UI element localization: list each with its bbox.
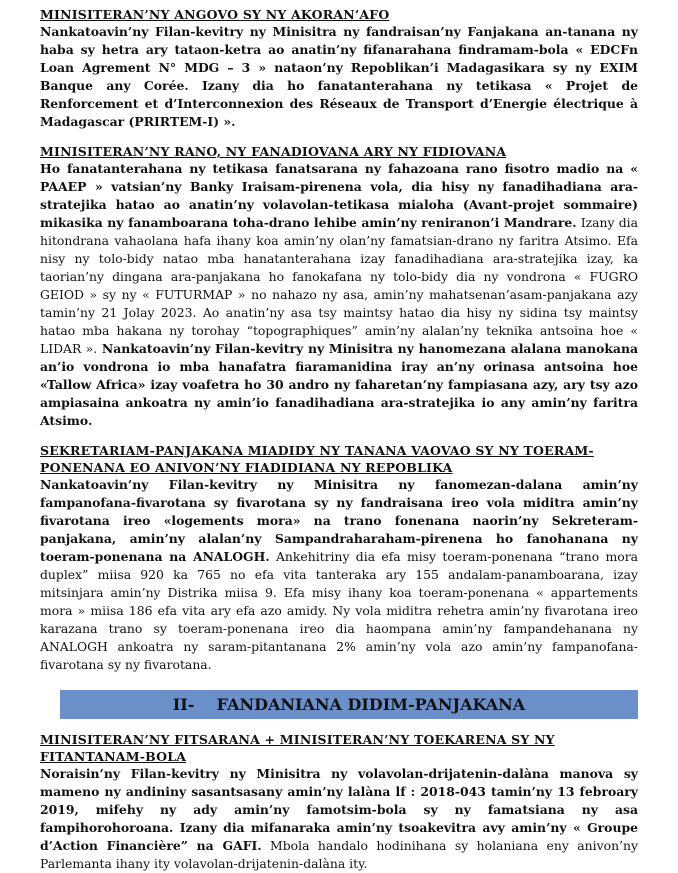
water-bold-1: Ho fanatanterahana ny tetikasa fanatsarana ny fahazoana rano fisotro madio na « PAAEP » vatsian’ny Banky Iraisam-pirenena vola, dia hisy ny fanadihadiana ara-stratejika hatao ao anatin’ny volavolan-tetikasa mialoha (Avant-projet sommaire) mikasika ny fanamboarana toha-drano lehibe amin’ny reniranon’i Mandrare. (40, 161, 638, 230)
section-body-energy: Nankatoavin’ny Filan-kevitry ny Minisitra ny fandraisan’ny Fanjakana an-tanana ny haba sy hetra ary tataon-ketra ao anatin’ny fifanarahana findramam-bola « EDCFn Loan Agrement N° MDG – 3 » nataon’ny Repoblikan’i Madagasikara sy ny EXIM Banque any Corée. Izany dia ho fanatanterahana ny tetikasa « Projet de Renforcement et d’Interconnexion des Réseaux de Transport d’Energie électrique à Madagascar (PRIRTEM-I) ». (40, 24, 638, 129)
section-title-water: MINISITERAN’NY RANO, NY FANADIOVANA ARY NY FIDIOVANA (40, 144, 507, 159)
section-title-justice-finance: MINISITERAN’NY FITSARANA + MINISITERAN’NY TOEKARENA SY NY FITANTANAM-BOLA (40, 732, 555, 764)
water-bold-2: Nankatoavin’ny Filan-kevitry ny Minisitra ny hanomezana alalana manokana an’io vondrona io mba hanafatra fiaramanidina iray an’ny orinasa antsoina hoe «Tallow Africa» izay voafetra ho 30 andro ny faharetan’ny fampiasana azy, ary tsy azo ampiasaina ankoatra ny amin’io fanadihadiana ara-stratejika io any amin’ny faritra Atsimo. (40, 341, 638, 428)
section-banner (60, 690, 638, 719)
water-normal-1: Izany dia hitondrana vahaolana hafa ihany koa amin’ny olan’ny famatsian-drano ny faritra Atsimo. Efa nisy ny tolo-bidy natao mba hanatanterahana izay fanadihadiana ara-stratejika izay, ka taorian’ny dingana ara-panjakana ho fanokafana ny tolo-bidy dia ny vondrona « FUGRO GEIOD » sy ny « FUTURMAP » no nahazo ny asa, amin’ny mahatsenan’asam-panjakana azy tamin’ny 21 Jolay 2023. Ao anatin’ny asa tsy maintsy hatao dia hisy ny sidina tsy maintsy hatao mba hakana ny torohay “topographiques” amin’ny alalan’ny teknika antsoina hoe « LIDAR ». (40, 215, 639, 356)
section-title-energy: MINISITERAN’NY ANGOVO SY NY AKORAN’AFO (40, 7, 390, 22)
justice-bold-1: Noraisin’ny Filan-kevitry ny Minisitra ny volavolan-drijatenin-dalàna manova sy mameno ny andininy sasantsasany amin’ny lalàna lf : 2018-043 tamin’ny 13 febroary 2019, mifehy ny ady amin’ny famotsim-bola sy ny famatsiana ny asa fampihorohoroana. Izany dia mifanaraka amin’ny tsoakevitra avy amin’ny « Groupe d’Action Financière” na GAFI. (40, 766, 638, 853)
banner-number: II- (172, 695, 195, 714)
document-page (40, 6, 638, 873)
housing-bold-1: Nankatoavin’ny Filan-kevitry ny Minisitra ny fanomezan-dalana amin’ny fampanofana-fivarotana sy fivarotana sy ny fandraisana ireo vola miditra amin’ny fivarotana ireo «logements mora» na trano fonenana naorin’ny Sekreteram-panjakana, amin’ny alalan’ny Sampandraharaham-pirenena ho fanohanana ny toeram-ponenana na ANALOGH. (40, 477, 638, 564)
justice-normal-1: Mbola handalo hodinihana sy holaniana eny anivon’ny Parlemanta ihany ity volavolan-drijatenin-dalàna ity. (40, 838, 638, 871)
section-title-housing: SEKRETARIAM-PANJAKANA MIADIDY NY TANANA VAOVAO SY NY TOERAM-PONENANA EO ANIVON’NY FIADIDIANA NY REPOBLIKA (40, 443, 594, 475)
banner-title: FANDANIANA DIDIM-PANJAKANA (216, 695, 526, 714)
section-body-justice-finance (40, 765, 638, 873)
section-body-housing (40, 476, 638, 674)
section-body-water (40, 160, 638, 430)
housing-normal-1: Ankehitriny dia efa misy toeram-ponenana “trano mora duplex” miisa 920 ka 765 no efa vita tanteraka ary 155 andalam-panamboarana, izay mitsinjara amin’ny Distrika miisa 9. Efa misy ihany koa toeram-ponenana « appartements mora » miisa 186 efa vita ary efa azo amidy. Ny vola miditra rehetra amin’ny fivarotana ireo karazana trano sy toeram-ponenana ireo dia haompana amin’ny fampandehanana ny ANALOGH ankoatra ny saram-pitantanana 2% amin’ny vola azo amin’ny fampanofana-fivarotana sy ny fivarotana. (40, 549, 639, 672)
